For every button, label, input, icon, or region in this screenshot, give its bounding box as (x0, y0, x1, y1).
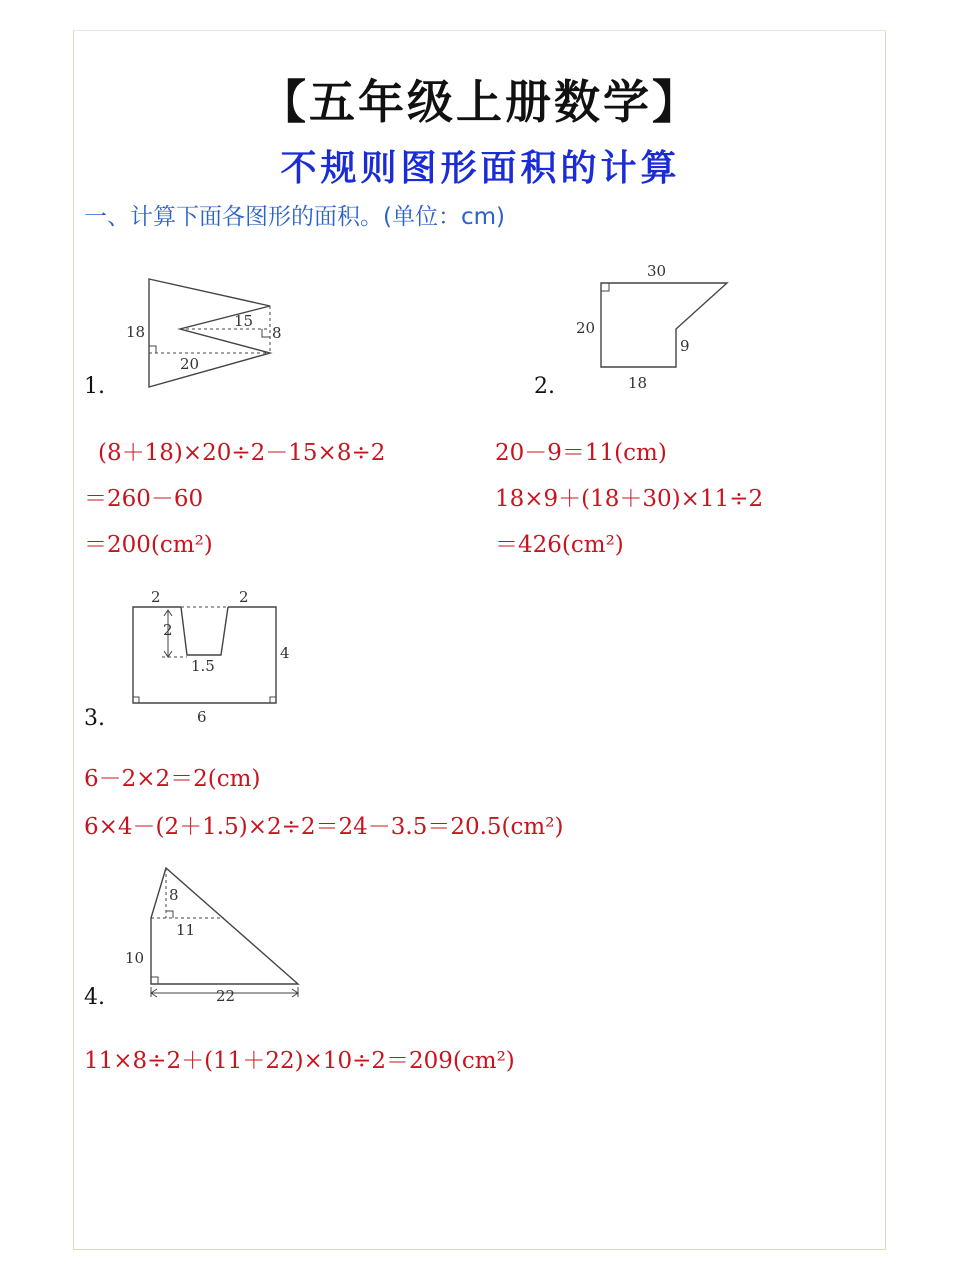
problem-3-figure (125, 585, 305, 730)
problem-3-answer-line-2: 6×4－(2＋1.5)×2÷2＝24－3.5＝20.5(cm²) (84, 814, 564, 840)
problem-4-figure (120, 860, 305, 1010)
problem-3-answer-line-1: 6－2×2＝2(cm) (84, 766, 261, 792)
problem-2-label-18: 18 (628, 374, 648, 392)
problem-2-number: 2. (534, 374, 555, 399)
problem-3-label-depth-2: 2 (163, 621, 173, 639)
problem-1-label-20: 20 (180, 355, 200, 373)
problem-2-label-30: 30 (647, 262, 667, 280)
problem-1-answer-line-1: (8＋18)×20÷2－15×8÷2 (98, 440, 386, 466)
problem-1-answer-line-2: ＝260－60 (84, 486, 204, 512)
problem-2-label-9: 9 (680, 337, 690, 355)
problem-4-label-10: 10 (125, 949, 145, 967)
problem-2-figure (570, 258, 740, 398)
problem-3-label-1-5: 1.5 (191, 657, 215, 675)
problem-1-label-8: 8 (272, 324, 282, 342)
problem-2-answer-line-2: 18×9＋(18＋30)×11÷2 (495, 486, 764, 512)
problem-4-number: 4. (84, 985, 105, 1010)
problem-1-label-18: 18 (126, 323, 146, 341)
problem-2-answer-line-3: ＝426(cm²) (495, 532, 624, 558)
problem-4-answer-line-1: 11×8÷2＋(11＋22)×10÷2＝209(cm²) (84, 1048, 515, 1074)
page-title: 【五年级上册数学】 (260, 75, 701, 129)
problem-2-label-20: 20 (576, 319, 596, 337)
problem-3-label-6: 6 (197, 708, 207, 726)
page-subtitle: 不规则图形面积的计算 (280, 147, 681, 189)
problem-3-label-top-right-2: 2 (239, 588, 249, 606)
problem-3-label-top-left-2: 2 (151, 588, 161, 606)
problem-3-label-4: 4 (280, 644, 290, 662)
problem-3-number: 3. (84, 706, 105, 731)
problem-1-number: 1. (84, 374, 105, 399)
problem-2-answer-line-1: 20－9＝11(cm) (495, 440, 667, 466)
problem-1-answer-line-3: ＝200(cm²) (84, 532, 213, 558)
problem-4-label-22: 22 (216, 987, 236, 1005)
problem-4-label-11: 11 (176, 921, 196, 939)
problem-1-figure (120, 270, 290, 395)
problem-1-label-15: 15 (234, 312, 254, 330)
section-heading: 一、计算下面各图形的面积。(单位：cm) (84, 204, 505, 230)
problem-4-label-8: 8 (169, 886, 179, 904)
